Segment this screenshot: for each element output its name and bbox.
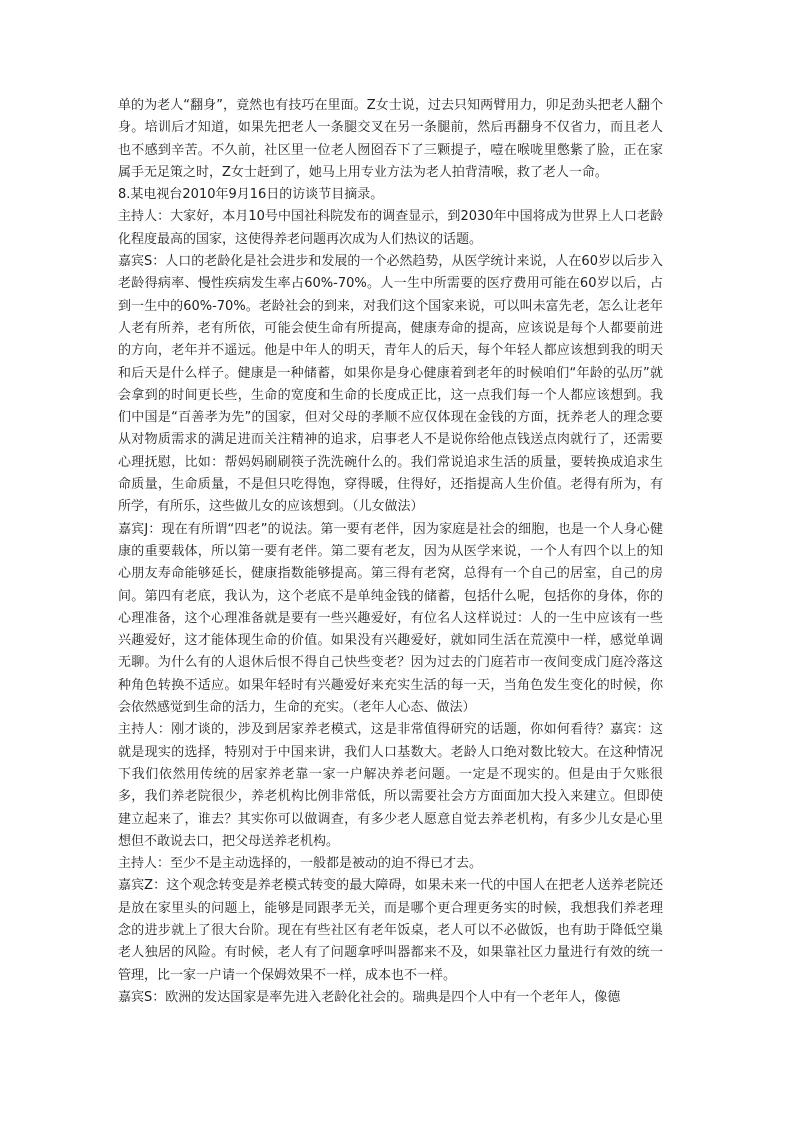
document-page — [118, 95, 663, 1009]
paragraph-guest-j: 嘉宾J：现在有所谓“四老”的说法。第一要有老伴，因为家庭是社会的细胞，也是一个人身心健康的重要载体，所以第一要有老伴。第二要有老友，因为从医学来说，一个人有四个以上的知心朋友寿命能够延长，健康指数能够提高。第三得有老窝，总得有一个自己的居室，自己的房间。第四有老底，我认为，这个老底不是单纯金钱的储蓄，包括什么呢，包括你的身体，你的心理准备，这个心理准备就是要有一些兴趣爱好，有位名人这样说过：人的一生中应该有一些兴趣爱好，这才能体现生命的价值。如果没有兴趣爱好，就如同生活在荒漠中一样，感觉单调无聊。为什么有的人退休后恨不得自己快些变老？因为过去的门庭若市一夜间变成门庭冷落这种角色转换不适应。如果年轻时有兴趣爱好来充实生活的每一天，当角色发生变化的时候，你会依然感觉到生命的活力，生命的充实。（老年人心态、做法） — [118, 521, 663, 716]
paragraph-continuation: 单的为老人“翻身”，竟然也有技巧在里面。Z女士说，过去只知两臂用力，卯足劲头把老人翻个身。培训后才知道，如果先把老人一条腿交叉在另一条腿前，然后再翻身不仅省力，而且老人也不感到辛苦。不久前，社区里一位老人囫囵吞下了三颗提子，噎在喉咙里憋紫了脸，正在家属手无足策之时，Z女士赶到了，她马上用专业方法为老人拍背清喉，救了老人一命。 — [118, 98, 663, 180]
paragraph-guest-s-2: 嘉宾S：欧洲的发达国家是率先进入老龄化社会的。瑞典是四个人中有一个老年人，像德 — [118, 989, 621, 1005]
paragraph-guest-z: 嘉宾Z：这个观念转变是养老模式转变的最大障碍，如果未来一代的中国人在把老人送养老院还是放在家里头的问题上，能够是同跟孝无关，而是哪个更合理更务实的时候，我想我们养老理念的进步就上了很大台阶。现在有些社区有老年饭桌，老人可以不必做饭，也有助于降低空巢老人独居的风险。有时候，老人有了问题拿呼叫器都来不及，如果靠社区力量进行有效的统一管理，比一家一户请一个保姆效果不一样，成本也不一样。 — [118, 878, 663, 983]
paragraph-item-heading: 8.某电视台2010年9月16日的访谈节目摘录。 — [118, 187, 384, 203]
paragraph-host-remark: 主持人：至少不是主动选择的，一般都是被动的迫不得已才去。 — [118, 856, 483, 872]
paragraph-host-intro: 主持人：大家好，本月10号中国社科院发布的调查显示，到2030年中国将成为世界上人口老龄化程度最高的国家，这使得养老问题再次成为人们热议的话题。 — [118, 209, 663, 247]
paragraph-host-question: 主持人：刚才谈的，涉及到居家养老模式，这是非常值得研究的话题，你如何看待？嘉宾：这就是现实的选择，特别对于中国来讲，我们人口基数大。老龄人口绝对数比较大。在这种情况下我们依然用传统的居家养老靠一家一户解决养老问题。一定是不现实的。但是由于欠账很多，我们养老院很少，养老机构比例非常低，所以需要社会方方面面加大投入来建立。但即使建立起来了，谁去？其实你可以做调查，有多少老人愿意自觉去养老机构，有多少儿女是心里想但不敢说去口，把父母送养老机构。 — [118, 722, 663, 849]
paragraph-guest-s: 嘉宾S：人口的老龄化是社会进步和发展的一个必然趋势，从医学统计来说，人在60岁以后步入老龄得病率、慢性疾病发生率占60%-70%。人一生中所需要的医疗费用可能在60岁以后，占到一生中的60%-70%。老龄社会的到来，对我们这个国家来说，可以叫未富先老，怎么让老年人老有所养，老有所依，可能会使生命有所提高，健康寿命的提高，应该说是每个人都要前进的方向，老年并不遥远。他是中年人的明天，青年人的后天，每个年轻人都应该想到我的明天和后天是什么样子。健康是一种储蓄，如果你是身心健康着到老年的时候咱们“年龄的弘历”就会拿到的时间更长些，生命的宽度和生命的长度成正比，这一点我们每一个人都应该想到。我们中国是“百善孝为先”的国家，但对父母的孝顺不应仅体现在金钱的方面，抚养老人的理念要从对物质需求的满足进而关注精神的追求，启事老人不是说你给他点钱送点肉就行了，还需要心理抚慰，比如：帮妈妈刷刷筷子洗洗碗什么的。我们常说追求生活的质量，要转换成追求生命质量，生命质量，不是但只吃得饱，穿得暖，住得好，还指提高人生价值。老得有所为，有所学，有所乐，这些做儿女的应该想到。（儿女做法） — [118, 254, 663, 515]
